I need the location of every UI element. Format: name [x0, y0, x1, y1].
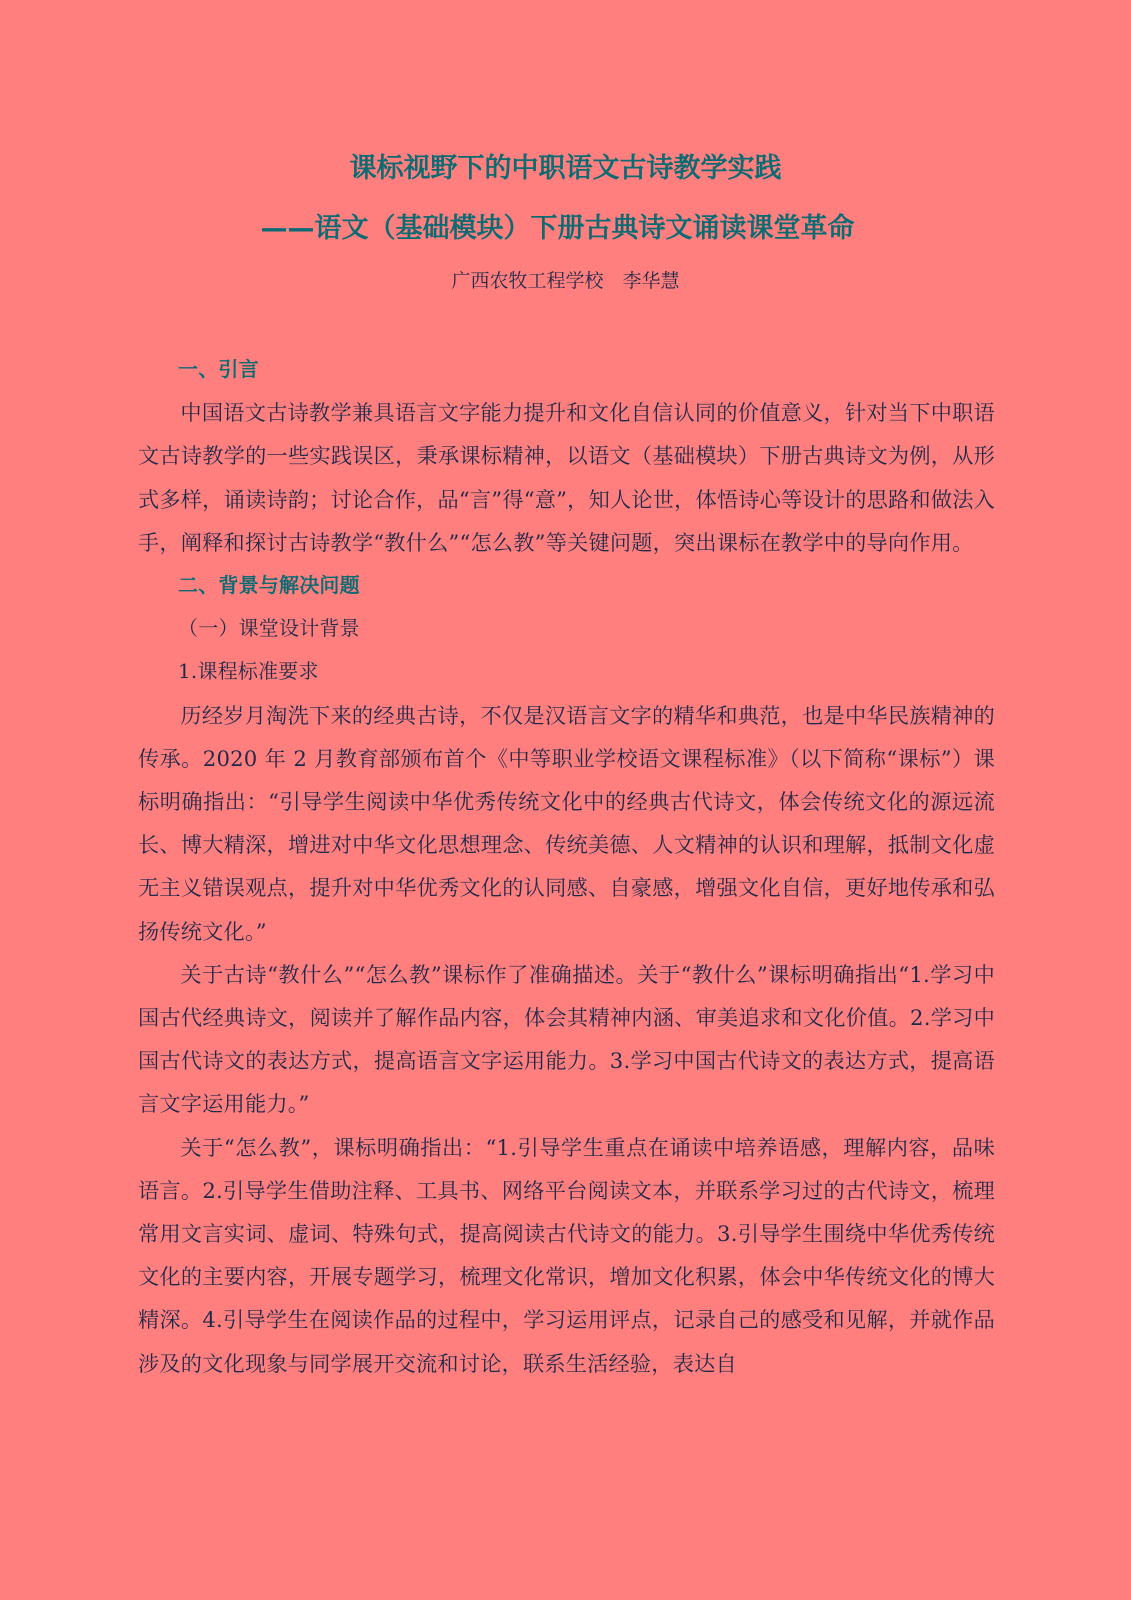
paragraph-introduction: 中国语文古诗教学兼具语言文字能力提升和文化自信认同的价值意义，针对当下中职语文古诗教学的一些实践误区，秉承课标精神，以语文（基础模块）下册古典诗文为例，从形式多样，诵读诗韵；讨论合作，品“言”得“意”，知人论世，体悟诗心等设计的思路和做法入手，阐释和探讨古诗教学“教什么”“怎么教”等关键问题，突出课标在教学中的导向作用。 — [138, 400, 995, 555]
paragraph-classical-poetry: 历经岁月淘洗下来的经典古诗，不仅是汉语言文字的精华和典范，也是中华民族精神的传承。2020 年 2 月教育部颁布首个《中等职业学校语文课程标准》（以下简称“课标”）课标明确指出：“引导学生阅读中华优秀传统文化中的经典古代诗文，体会传统文化的源远流长、博大精深，增进对中华文化思想理念、传统美德、人文精神的认识和理解，抵制文化虚无主义错误观点，提升对中华优秀文化的认同感、自豪感，增强文化自信，更好地传承和弘扬传统文化。” — [138, 702, 995, 944]
section-heading-background: 二、背景与解决问题 — [178, 573, 360, 598]
document-subtitle: ——语文（基础模块）下册古典诗文诵读课堂革命 — [260, 213, 855, 244]
subsection-heading-curriculum-standard: 1.课程标准要求 — [178, 659, 319, 684]
section-heading-introduction: 一、引言 — [178, 357, 259, 381]
author-line: 广西农牧工程学校 李华慧 — [451, 270, 680, 292]
document-title: 课标视野下的中职语文古诗教学实践 — [349, 153, 782, 184]
document-body — [138, 348, 995, 1385]
paragraph-how-to-teach: 关于“怎么教”，课标明确指出：“1.引导学生重点在诵读中培养语感，理解内容，品味语言。2.引导学生借助注释、工具书、网络平台阅读文本，并联系学习过的古代诗文，梳理常用文言实词、虚词、特殊句式，提高阅读古代诗文的能力。3.引导学生围绕中华优秀传统文化的主要内容，开展专题学习，梳理文化常识，增加文化积累，体会中华传统文化的博大精深。4.引导学生在阅读作品的过程中，学习运用评点，记录自己的感受和见解，并就作品涉及的文化现象与同学展开交流和讨论，联系生活经验，表达自 — [138, 1134, 995, 1376]
subsection-heading-course-design: （一）课堂设计背景 — [178, 616, 360, 641]
paragraph-what-to-teach: 关于古诗“教什么”“怎么教”课标作了准确描述。关于“教什么”课标明确指出“1.学习中国古代经典诗文，阅读并了解作品内容，体会其精神内涵、审美追求和文化价值。2.学习中国古代诗文的表达方式，提高语言文字运用能力。3.学习中国古代诗文的表达方式，提高语言文字运用能力。” — [138, 961, 995, 1117]
